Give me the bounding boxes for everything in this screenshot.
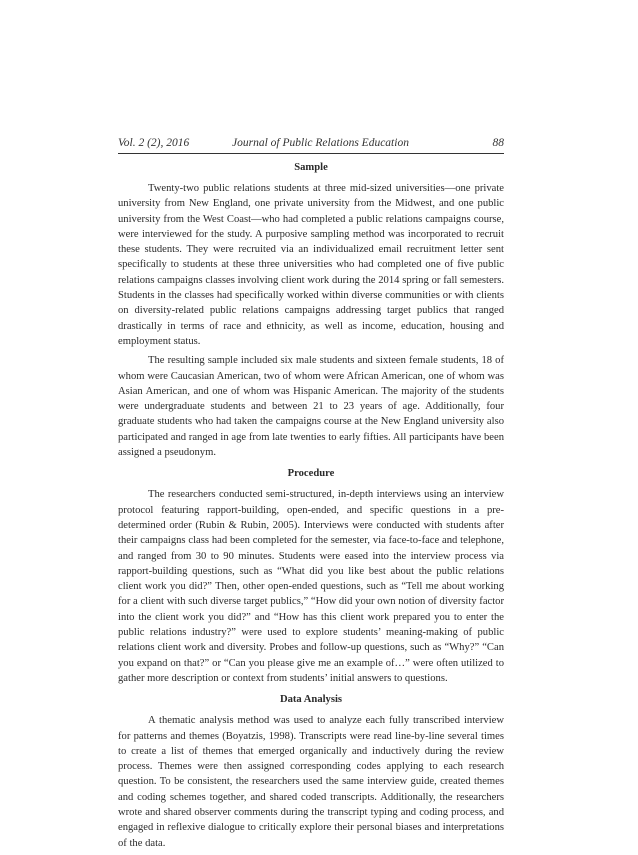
volume-label: Vol. 2 (2), 2016 [118,137,190,149]
journal-title: Journal of Public Relations Education [232,137,409,149]
paragraph: The researchers conducted semi-structured, in-depth interviews using an interview protocol featuring rapport-building, open-ended, and specific questions in a pre-determined order (Rubin & Rubin, 2005). Interviews were conducted with students after their campaigns class had been completed for the semester, via face-to-face and telephone, and ranged from 30 to 90 minutes. Students were eased into the interview process via rapport-building questions, such as “What did you like best about the public relations client work you did?” Then, other open-ended questions, such as “Tell me about working for a client with such diverse target publics,” “How did your own notion of diversity factor into the client work you did?” and “How has this client work prepared you to enter the public relations industry?” were used to explore students’ meaning-making of public relations client work and diversity. Probes and follow-up questions, such as “Why?” “Can you expand on that?” or “Can you please give me an example of…” were often utilized to gather more description or context from students’ initial answers to questions. [118,489,504,684]
section-heading: Sample [294,162,328,173]
section-data-analysis [118,692,504,851]
section-heading: Data Analysis [279,694,343,706]
section-procedure [118,466,504,686]
section-heading: Procedure [287,468,335,480]
article-body [118,160,504,855]
running-header [118,137,504,154]
page-number: 88 [492,137,504,149]
section-sample [118,160,504,460]
paragraph: Twenty-two public relations students at three mid-sized universities—one private university from New England, one private university from the Midwest, and one public university from the West Coast—who had completed a public relations campaigns course, were interviewed for the study. A purposive sampling method was incorporated to recruit these students. They were recruited via an individualized email recruitment letter sent specifically to students at these three universities who had completed one of five public relations campaigns classes involving client work during the 2014 spring or fall semesters. Students in the classes had specifically worked within diverse communities or with clients on diversity-related public relations campaigns addressing target publics that ranged drastically in terms of race and ethnicity, as well as income, education, housing and employment status. [118,183,504,347]
paragraph: A thematic analysis method was used to analyze each fully transcribed interview for patterns and themes (Boyatzis, 1998). Transcripts were read line-by-line several times to create a list of themes that emerged organically and inductively during the review process. Themes were then assigned corresponding codes applying to each research question. To be consistent, the researchers used the same interview guide, created themes and coding schemes together, and shared coded transcripts. Additionally, the researchers wrote and shared observer comments during the transcript typing and coding process, and engaged in reflexive dialogue to critically explore their personal biases and interpretations of the data. [118,715,504,849]
paragraph: The resulting sample included six male students and sixteen female students, 18 of whom were Caucasian American, two of whom were African American, one of whom was Asian American, and one of whom was Hispanic American. The majority of the students were undergraduate students and between 21 to 23 years of age. Additionally, four graduate students who had taken the campaigns course at the New England university also participated and ranged in age from late twenties to early fifties. All participants have been assigned a pseudonym. [118,355,504,459]
